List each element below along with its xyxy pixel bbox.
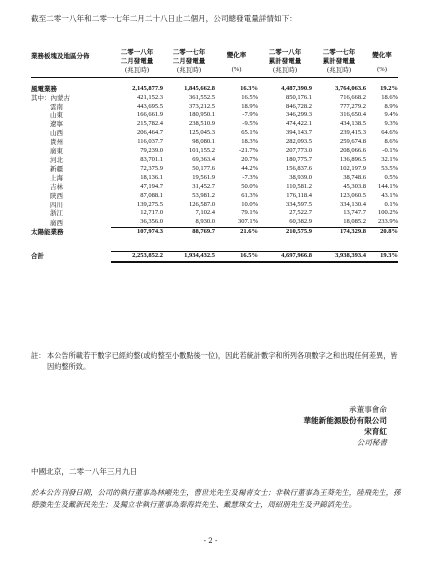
table-cell: 79,239.0 [140,147,163,155]
table-cell: 44.2% [241,164,258,172]
signature-title: 公司秘書 [356,438,387,447]
table-cell: 31,452.7 [192,182,215,190]
table-cell: 50.0% [241,182,258,190]
table-row [31,129,398,138]
table-cell: 373,212.5 [189,102,215,110]
header-segment: 業務板塊及地區分佈 [31,52,90,61]
table-row [31,209,398,218]
table-cell: 18,085.2 [343,218,366,226]
table-cell: -9.5% [242,120,258,128]
table-cell: 394,143.7 [286,129,312,137]
table-cell: 210,575.9 [258,228,312,237]
footnote-text: 本公告所載若干數字已經約整(或約整至小數點後一位)，因此若統計數字和所列各項數字之和出現任何差異，皆因約整所致。 [47,351,398,371]
table-row [31,218,398,227]
table-cell: 4,487,390.9 [281,84,312,92]
header-feb2017: 二零一七年 二月發電量 [172,48,206,65]
table-row [31,174,398,183]
unit-change-feb: (%) [231,65,242,73]
region-label: 新疆 [50,164,63,173]
region-name [31,192,111,201]
region-name [31,138,111,147]
table-cell: 32.1% [381,155,398,163]
table-cell: 60,382.9 [289,218,312,226]
region-label: 內蒙古 [50,93,70,102]
table-cell: 101,155.2 [189,147,215,155]
region-name [31,111,111,120]
signature-name: 宋育紅 [364,427,387,436]
place-date: 中國北京，二零一八年三月九日 [31,467,138,476]
generation-table [31,48,398,263]
region-label: 廣東 [50,147,63,156]
table-cell: 19,561.9 [192,173,215,181]
region-label: 山東 [50,111,63,120]
table-row [31,183,398,192]
table-cell: 282,093.5 [286,138,312,146]
table-cell: 13,747.7 [343,209,366,217]
region-name [31,165,111,174]
table-cell: 65.1% [241,129,258,137]
table-cell: 72,375.9 [140,164,163,172]
table-cell: 100.2% [377,209,398,217]
table-cell: 208,066.6 [340,147,366,155]
table-cell: 12,717.0 [140,209,163,217]
region-name [31,120,111,129]
table-cell: 850,176.1 [286,93,312,101]
table-cell: 16.3% [240,84,258,92]
table-cell: 434,138.5 [340,120,366,128]
table-cell: 777,279.2 [340,102,366,110]
table-cell: 239,415.3 [340,129,366,137]
table-cell: 215,782.4 [137,120,163,128]
table-cell: 8.9% [384,102,398,110]
table-cell: -0.1% [382,147,398,155]
table-cell: 9.3% [384,120,398,128]
wind-label: 風電業務 [31,84,57,93]
unit-cum2017: (兆瓦時) [326,65,352,74]
region-name [31,183,111,192]
table-cell: 53.5% [381,164,398,172]
table-cell: 10.0% [241,200,258,208]
table-cell: 20.8% [366,228,398,237]
table-cell: 846,728.2 [286,102,312,110]
table-cell: 18.9% [241,102,258,110]
header-cum2017: 二零一七年 累計發電量 [322,48,356,65]
table-cell: 716,668.2 [340,93,366,101]
region-name [31,174,111,183]
region-name [31,209,111,218]
table-cell: 47,194.7 [140,182,163,190]
table-cell: 116,037.7 [137,138,163,146]
wind-row [31,85,398,94]
table-cell: 139,275.5 [137,200,163,208]
table-cell: 156,837.6 [286,164,312,172]
table-cell: 176,118.4 [286,191,312,199]
table-cell: 87,088.1 [140,191,163,199]
table-cell: 18,136.1 [140,173,163,181]
signature-company: 華能新能源股份有限公司 [303,416,387,425]
table-cell: 136,896.5 [340,155,366,163]
unit-row [31,66,398,75]
table-cell: 18.6% [381,93,398,101]
table-cell: 2,253,852.2 [111,252,163,262]
table-cell: 180,775.7 [286,155,312,163]
region-name [31,156,111,165]
table-cell: -7.9% [242,111,258,119]
region-name [31,147,111,156]
signature-line1: 承董事會命 [349,405,387,414]
of-which-label: 其中： [31,93,51,102]
region-label: 廣西 [50,218,63,227]
region-label: 山西 [50,129,63,138]
table-row [31,103,398,112]
header-change-feb: 變化率 [226,52,247,60]
signature-block [303,404,387,448]
table-row [31,147,398,156]
table-cell: 8,930.0 [195,218,215,226]
table-cell: 443,695.5 [137,102,163,110]
table-cell: 69,363.4 [192,155,215,163]
region-name [31,218,111,227]
table-cell: 421,152.3 [137,93,163,101]
table-cell: 64.6% [381,129,398,137]
table-cell: 36,356.0 [140,218,163,226]
table-row [31,156,398,165]
table-cell: 334,130.4 [340,200,366,208]
footnote [31,350,401,372]
table-cell: 43.1% [381,191,398,199]
region-name [31,129,111,138]
region-label: 浙江 [50,209,63,218]
table-cell: 174,329.8 [312,228,366,237]
region-label: 上海 [50,173,63,182]
table-cell: 123,060.5 [340,191,366,199]
table-cell: 8.6% [384,138,398,146]
table-cell: 27,522.7 [289,209,312,217]
table-cell: 102,197.9 [340,164,366,172]
table-cell: 180,950.1 [189,111,215,119]
table-cell: 110,581.2 [286,182,312,190]
region-label: 吉林 [50,182,63,191]
table-cell: 307.1% [237,218,258,226]
table-cell: 0.5% [384,173,398,181]
table-cell: 98,080.1 [192,138,215,146]
table-cell: 206,464.7 [137,129,163,137]
table-cell: 7,102.4 [195,209,215,217]
table-row [31,120,398,129]
footnote-label: 註： [31,351,46,360]
table-cell: 9.4% [384,111,398,119]
region-name [31,201,111,210]
region-label: 雲南 [50,102,63,111]
header-change-cum: 變化率 [372,52,392,60]
board-statement: 於本公告刊發日期，公司的執行董事為林剛先生，曹世光先生及楊青女士；非執行董事為王葵先生，陸飛先生，孫德強先生及戴新民先生；及獨立非執行董事為秦海岩先生、戴慧珠女士，周紹朋先生及尹錦滔先生。 [31,488,401,509]
region-label: 四川 [50,200,63,209]
table-cell: 0.1% [384,200,398,208]
table-cell: 18.3% [241,138,258,146]
table-cell: 19.3% [366,252,398,262]
table-cell: 38,939.0 [289,173,312,181]
table-row [31,201,398,210]
table-cell: 4,697,966.8 [258,252,312,262]
region-name [31,103,111,112]
unit-feb2017: (兆瓦時) [176,65,202,74]
table-cell: 50,177.6 [192,164,215,172]
intro-text: 截至二零一八年和二零一七年二月二十八日止二個月，公司總發電量詳情如下： [31,14,297,23]
table-cell: 83,701.1 [140,155,163,163]
table-cell: 79.1% [241,209,258,217]
region-label: 陝西 [50,191,63,200]
region-label: 河北 [50,155,63,164]
region-label: 貴州 [50,138,63,147]
table-cell: 474,422.1 [286,120,312,128]
table-cell: 16.5% [241,93,258,101]
table-cell: 19.2% [380,84,398,92]
table-cell: 1,934,432.5 [163,252,215,262]
table-cell: 2,145,877.9 [132,84,163,92]
table-cell: -7.3% [242,173,258,181]
table-cell: 61.3% [241,191,258,199]
region-label: 遼寧 [50,120,63,129]
page-number: - 2 - [203,537,218,545]
region-name [31,94,111,103]
table-cell: -21.7% [239,147,258,155]
table-cell: 259,674.8 [340,138,366,146]
header-feb2018: 二零一八年 二月發電量 [120,48,154,65]
table-cell: 361,552.5 [189,93,215,101]
table-cell: 3,764,063.6 [335,84,366,92]
table-cell: 233.9% [377,218,398,226]
table-cell: 334,597.5 [286,200,312,208]
header-cum2018: 二零一八年 累計發電量 [268,48,302,65]
region-rows [31,94,398,228]
table-cell: 126,587.0 [189,200,215,208]
table-cell: 166,661.9 [137,111,163,119]
table-cell: 125,045.3 [189,129,215,137]
table-cell: 207,773.0 [286,147,312,155]
table-cell: 53,981.2 [192,191,215,199]
table-cell: 20.7% [241,155,258,163]
table-row [31,94,398,103]
unit-cum2018: (兆瓦時) [272,65,298,74]
unit-change-cum: (%) [377,65,387,73]
table-cell: 3,938,393.4 [312,252,366,262]
solar-label: 太陽能業務 [31,227,64,236]
table-row [31,138,398,147]
table-row [31,165,398,174]
table-cell: 316,650.4 [340,111,366,119]
table-cell: 346,299.3 [286,111,312,119]
table-cell: 45,303.8 [343,182,366,190]
unit-feb2018: (兆瓦時) [124,65,150,74]
table-cell: 238,510.9 [189,120,215,128]
table-cell: 88,769.7 [163,228,215,237]
table-cell: 16.5% [215,252,258,262]
total-row [31,252,398,262]
table-row [31,192,398,201]
table-cell: 21.6% [215,228,258,237]
total-label: 合計 [31,252,44,261]
table-cell: 144.1% [377,182,398,190]
table-cell: 38,748.6 [343,173,366,181]
table-row [31,111,398,120]
table-cell: 107,974.3 [111,228,163,237]
table-cell: 1,845,662.8 [184,84,215,92]
solar-row [31,228,398,237]
